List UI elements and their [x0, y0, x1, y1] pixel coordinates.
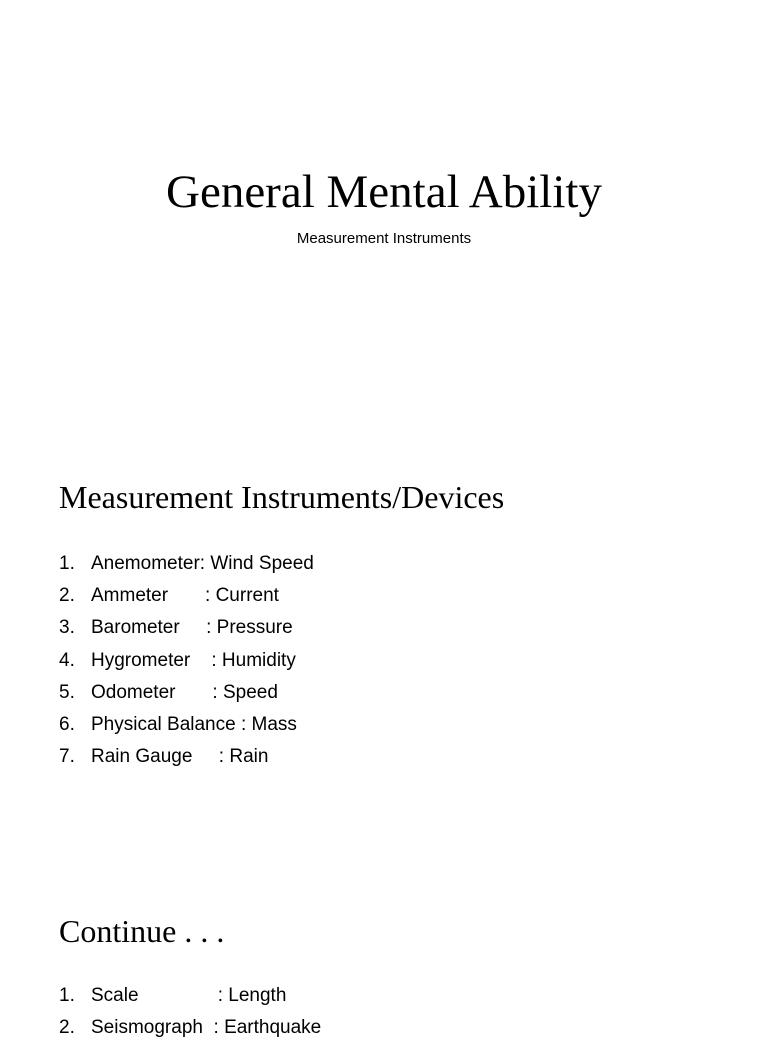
list-item — [59, 548, 314, 580]
list-item-number: 7. — [59, 746, 75, 768]
page-subtitle: Measurement Instruments — [296, 230, 472, 247]
list-item-number: 3. — [59, 617, 75, 639]
list-item-text: Ammeter : Current — [91, 585, 279, 607]
list-item-number: 2. — [59, 1017, 75, 1039]
list-item-number: 6. — [59, 713, 75, 735]
list-item-text: Barometer : Pressure — [91, 617, 293, 639]
list-item-text: Physical Balance : Mass — [91, 713, 297, 735]
instruments-slide — [0, 432, 768, 864]
list-item-number: 4. — [59, 649, 75, 671]
continue-slide — [0, 864, 768, 1039]
list-item-number: 1. — [59, 985, 75, 1006]
list-item — [59, 677, 314, 709]
list-item-number: 2. — [59, 585, 75, 607]
list-item — [59, 645, 314, 677]
list-item — [59, 709, 314, 741]
instrument-list — [59, 980, 321, 1044]
list-item — [59, 1012, 321, 1044]
list-item-text: Odometer : Speed — [91, 681, 278, 703]
instrument-list — [59, 548, 314, 773]
list-item — [59, 612, 314, 644]
page-title: General Mental Ability — [166, 166, 602, 218]
list-item-text: Seismograph : Earthquake — [91, 1017, 322, 1039]
list-item-number: 1. — [59, 553, 75, 574]
list-item-text: Hygrometer : Humidity — [91, 649, 296, 671]
title-slide — [0, 0, 768, 432]
list-item-text: Scale : Length — [91, 985, 287, 1006]
list-item — [59, 580, 314, 612]
list-item-text: Anemometer: Wind Speed — [91, 553, 314, 574]
slide-heading: Measurement Instruments/Devices — [59, 479, 505, 515]
list-item — [59, 741, 314, 773]
slide-heading: Continue . . . — [59, 913, 225, 949]
list-item-number: 5. — [59, 681, 75, 703]
list-item — [59, 980, 321, 1012]
list-item-text: Rain Gauge : Rain — [91, 746, 269, 768]
